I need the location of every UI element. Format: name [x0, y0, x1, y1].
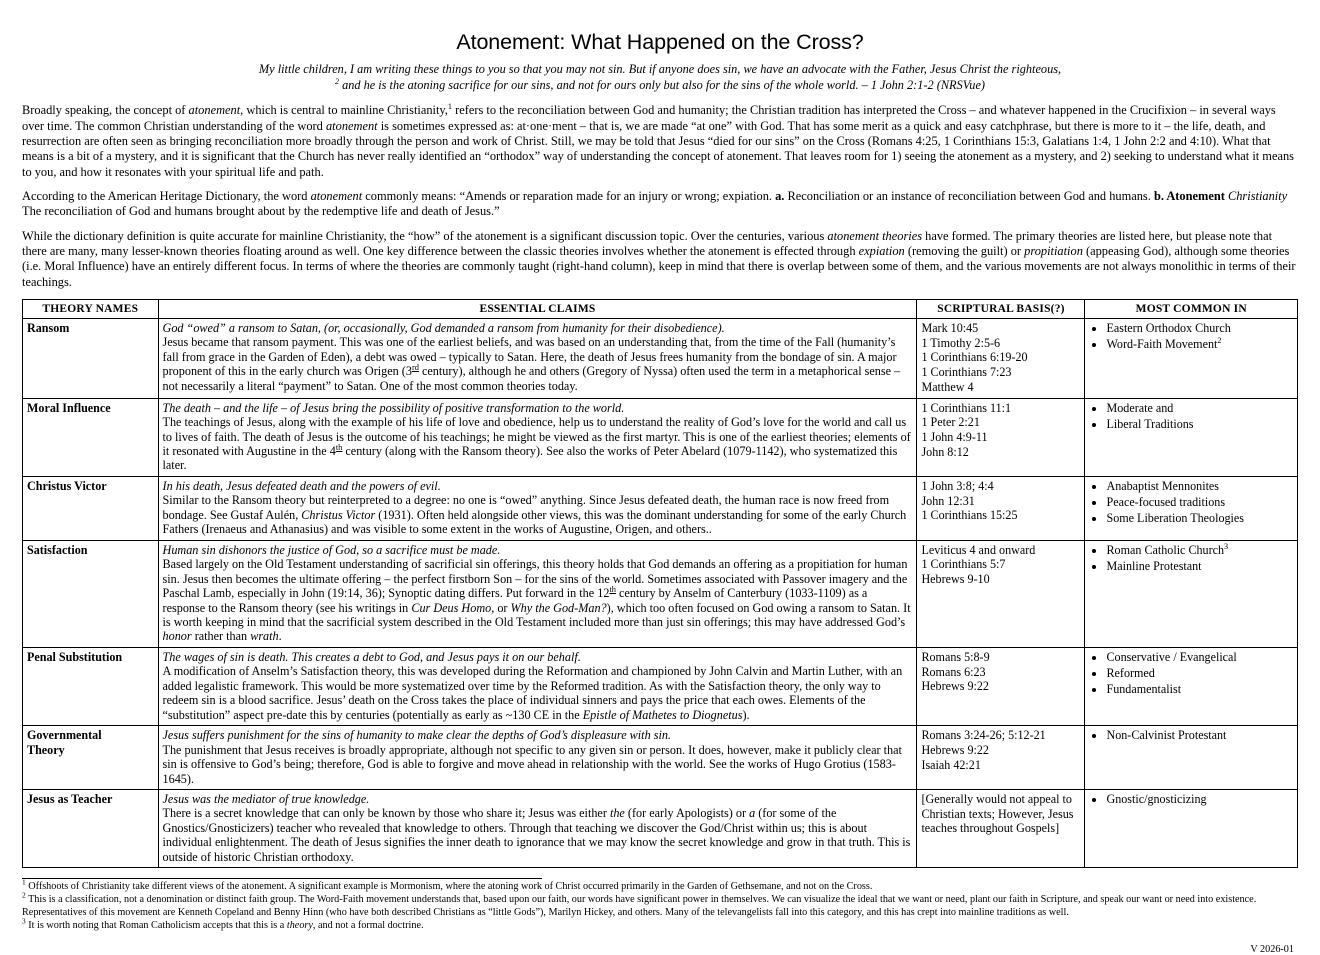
theory-name: Christus Victor — [23, 476, 159, 540]
essential-claims — [158, 789, 917, 867]
list-item: • Fundamentalist — [1106, 682, 1293, 697]
theory-name: Jesus as Teacher — [23, 789, 159, 867]
claim-lead: Jesus was the mediator of true knowledge. — [162, 791, 370, 806]
footnote-marker-3: 3 — [22, 916, 26, 926]
scripture-ref: 1 Corinthians 5:7 — [921, 557, 1006, 572]
list-item: • Liberal Traditions — [1106, 417, 1293, 432]
essential-claims — [158, 398, 917, 476]
epigraph-line-1: My little children, I am writing these things to you so that you may not sin. But if anyone does sin, we have an advocate with the Father, Jesus Christ the righteous, — [258, 62, 1062, 76]
scripture-ref: Hebrews 9:22 — [921, 679, 989, 694]
list-item: • Conservative / Evangelical — [1106, 650, 1293, 665]
most-common-in — [1085, 540, 1298, 647]
theory-name: Moral Influence — [23, 398, 159, 476]
most-common-in — [1085, 647, 1298, 725]
table-header-row — [23, 299, 1298, 318]
table-row — [23, 647, 1298, 725]
list-item: • Some Liberation Theologies — [1106, 511, 1293, 526]
claim-detail: The punishment that Jesus receives is broadly appropriate, although not specific to any given sin or person. It does, however, make it publicly clear that sin is offensive to God’s being; therefore, God is able to forgive and move ahead in relationship with the world. See the works of Hugo Grotius (1583-1645). — [162, 742, 902, 786]
footnote-2: $^2$ This is a classification, not a denomination or distinct faith group. The Word-Faith movement understands that, based upon our faith, our words have significant power in themselves. We can visualize the ideal that we want or need, plant our faith in Scripture, and speak our want or need into existence. Representatives of this movement are Kenneth Copeland and Benny Hinn (who have both described Christians as “little Gods”), Marilyn Hickey, and others. Many of the televangelists fall into this category, and this has crept into mainline traditions as well. — [22, 890, 1257, 919]
essential-claims — [158, 476, 917, 540]
claim-lead: The wages of sin is death. This creates a debt to God, and Jesus pays it on our behalf. — [162, 649, 581, 664]
scripture-ref: Leviticus 4 and onward — [921, 542, 1036, 557]
column-header-theory-names: THEORY NAMES — [23, 299, 159, 318]
scriptural-basis — [917, 398, 1085, 476]
claim-detail: There is a secret knowledge that can only be known by those who share it; Jesus was either the (for early Apologists) or a (for some of the Gnostics/Gnosticizers) teacher who revealed that knowledge to others. Through that teaching we discover the God/Christ within us; this is about individual enlightenment. The death of Jesus signifies the inner death to ignorance that we may know the secret knowledge and grow in that truth. This is outside of historic Christian orthodoxy. — [162, 806, 911, 864]
scripture-ref: Matthew 4 — [921, 379, 974, 394]
essential-claims — [158, 318, 917, 398]
scripture-ref: 1 Corinthians 7:23 — [921, 365, 1012, 380]
atonement-theories-table — [22, 299, 1298, 868]
column-header-scriptural-basis: SCRIPTURAL BASIS(?) — [917, 299, 1085, 318]
list-item: • Word-Faith Movement$^2$ — [1106, 337, 1293, 352]
most-common-in — [1085, 318, 1298, 398]
most-common-in — [1085, 726, 1298, 790]
table-row — [23, 726, 1298, 790]
epigraph-line-2: and he is the atoning sacrifice for our sins, and not for ours only but also for the sins of the whole world. – 1 John 2:1-2 (NRSVue) — [342, 78, 986, 93]
scriptural-basis — [917, 540, 1085, 647]
list-item: • Peace-focused traditions — [1106, 495, 1293, 510]
epigraph-verse-marker: 2 — [334, 77, 339, 87]
scripture-ref: Romans 6:23 — [921, 664, 986, 679]
most-common-in — [1085, 789, 1298, 867]
theory-name: Satisfaction — [23, 540, 159, 647]
list-item: • Eastern Orthodox Church — [1106, 321, 1293, 336]
footnotes-block — [22, 877, 1298, 933]
claim-detail: The teachings of Jesus, along with the example of his life of love and obedience, help us to understand the reality of God’s love for the world and call us to lives of faith. The death of Jesus is the outcome of his teachings; he might be viewed as the first martyr. This is one of the earliest theories; elements of it resonated with Augustine in the 4th century (along with the Ransom theory). See also the works of Peter Abelard (1079-1142), who systematized this later. — [162, 415, 911, 473]
theory-name: Penal Substitution — [23, 647, 159, 725]
scripture-ref: 1 John 4:9-11 — [921, 430, 988, 445]
version-label: V 2026-01 — [1250, 944, 1294, 955]
list-item: • Anabaptist Mennonites — [1106, 479, 1293, 494]
column-header-most-common-in: MOST COMMON IN — [1085, 299, 1298, 318]
scriptural-basis — [917, 726, 1085, 790]
scripture-ref: Hebrews 9-10 — [921, 572, 990, 587]
claim-lead: The death – and the life – of Jesus bring the possibility of positive transformation to the world. — [162, 400, 625, 415]
essential-claims — [158, 726, 917, 790]
claim-detail: Based largely on the Old Testament understanding of sacrificial sin offerings, this theory holds that God demands an offering as a propitiation for human sin. Jesus then becomes the ultimate offering – the perfect firstborn Son – for the sins of the world. Sometimes associated with Passover imagery and the Paschal Lamb, especially in John (19:14, 36); Synoptic dating differs. Put forward in the 12th century by Anselm of Canterbury (1033-1109) as a response to the Ransom theory (see his writings in Cur Deus Homo, or Why the God-Man?), which too often focused on God owing a ransom to Satan. It is worth keeping in mind that the sacrificial system described in the Old Testament included more than just sin offerings; this may have addressed God’s honor rather than wrath. — [162, 557, 911, 644]
scriptural-basis: [Generally would not appeal to Christian texts; However, Jesus teaches throughout Gospels] — [917, 789, 1085, 867]
scripture-ref: Isaiah 42:21 — [921, 757, 981, 772]
theory-name: Ransom — [23, 318, 159, 398]
scripture-ref: Romans 5:8-9 — [921, 649, 990, 664]
claim-lead: In his death, Jesus defeated death and the powers of evil. — [162, 478, 441, 493]
claim-detail: Similar to the Ransom theory but reinterpreted to a degree: no one is “owed” anything. Since Jesus defeated death, the human race is now freed from bondage. See Gustaf Aulén, Christus Victor (1931). Often held alongside other views, this was the dominant understanding for some of the early Church Fathers (Irenaeus and Athanasius) and was visible to some extent in the works of Augustine, Origen, and others.. — [162, 493, 907, 537]
scriptural-basis — [917, 647, 1085, 725]
list-item: • Non-Calvinist Protestant — [1106, 728, 1293, 743]
footnote-3: $^3$ It is worth noting that Roman Catholicism accepts that this is a theory, and not a formal doctrine. — [22, 916, 424, 932]
most-common-in — [1085, 398, 1298, 476]
claim-detail: A modification of Anselm’s Satisfaction theory, this was developed during the Reformation and championed by John Calvin and Martin Luther, with an added legalistic framework. This would be more systematized over time by the Reformed tradition. As with the Satisfaction theory, the only way to redeem sin is a blood sacrifice. Jesus’ death on the Cross takes the place of individual sinners and pays the price that each owes. Elements of the “substitution” aspect pre-date this by centuries (potentially as early as ~130 CE in the Epistle of Mathetes to Diognetus). — [162, 664, 903, 722]
footnote-1 — [22, 877, 1298, 894]
claim-lead: Jesus suffers punishment for the sins of humanity to make clear the depths of God’s displeasure with sin. — [162, 728, 671, 743]
table-row — [23, 789, 1298, 867]
table-row — [23, 540, 1298, 647]
claim-detail: Jesus became that ransom payment. This was one of the earliest beliefs, and was based on an understanding that, from the time of the Fall (humanity’s fall from grace in the Garden of Eden), a debt was owed – typically to Satan. Here, the death of Jesus frees humanity from the bondage of sin. A major proponent of this in the early church was Origen (3rd century), although he and others (Gregory of Nyssa) often used the term in a metaphorical sense – not necessarily a literal “payment” to Satan. One of the most common theories today. — [162, 335, 901, 393]
most-common-in — [1085, 476, 1298, 540]
intro-paragraph-1: Broadly speaking, the concept of atonement, which is central to mainline Christianity,$^1$ refers to the reconciliation between God and humanity; the Christian tradition has interpreted the Cross – and whatever happened in the Crucifixion – in several ways over time. The common Christian understanding of the word atonement is sometimes expressed as: at·one·ment – that is, we are made “at one” with God. That has some merit as a quick and easy catchphrase, but there is more to it – the life, death, and resurrection are often seen as bringing reconciliation more broadly through the person and work of Christ. Still, we may be told that Jesus “died for our sins” on the Cross (Romans 4:25, 1 Corinthians 15:3, Galatians 1:4, 1 John 2:2 and 4:10). What that means is a bit of a mystery, and it is significant that the Church has never really identified an “orthodox” way of understanding the concept of atonement. That leaves room for 1) seeing the atonement as a mystery, and 2) seeking to understand what it means to you, and how it resonates with your spiritual life and path. — [22, 102, 1294, 179]
scripture-ref: John 12:31 — [921, 493, 975, 508]
table-row — [23, 318, 1298, 398]
scripture-ref: 1 Peter 2:21 — [921, 415, 980, 430]
column-header-essential-claims: ESSENTIAL CLAIMS — [158, 299, 917, 318]
list-item: • Moderate and — [1106, 401, 1293, 416]
theory-name: Governmental Theory — [23, 726, 159, 790]
scripture-ref: Mark 10:45 — [921, 320, 979, 335]
scripture-ref: 1 John 3:8; 4:4 — [921, 478, 994, 493]
scripture-ref: 1 Timothy 2:5-6 — [921, 335, 1001, 350]
scriptural-basis — [917, 476, 1085, 540]
page-title: Atonement: What Happened on the Cross? — [456, 30, 864, 54]
scripture-ref: 1 Corinthians 15:25 — [921, 508, 1018, 523]
claim-lead: Human sin dishonors the justice of God, so a sacrifice must be made. — [162, 542, 501, 557]
list-item: • Roman Catholic Church$^3$ — [1106, 543, 1293, 558]
intro-paragraph-2: According to the American Heritage Dictionary, the word atonement commonly means: “Amends or reparation made for an injury or wrong; expiation. a. Reconciliation or an instance of reconciliation between God and humans. b. Atonement Christianity The reconciliation of God and humans brought about by the redemptive life and death of Jesus.” — [22, 189, 1288, 219]
list-item: • Gnostic/gnosticizing — [1106, 792, 1293, 807]
list-item: • Reformed — [1106, 666, 1293, 681]
scripture-ref: 1 Corinthians 6:19-20 — [921, 350, 1028, 365]
scriptural-basis — [917, 318, 1085, 398]
intro-paragraph-3: While the dictionary definition is quite accurate for mainline Christianity, the “how” of the atonement is a significant discussion topic. Over the centuries, various atonement theories have formed. The primary theories are listed here, but please note that there are many, many lesser-known theories floating around as well. One key difference between the classic theories involves whether the atonement is effected through expiation (removing the guilt) or propitiation (appeasing God), although some theories (i.e. Moral Influence) have an entirely different focus. In terms of where the theories are commonly taught (right-hand column), keep in mind that there is overlap between some of them, and the various movements are not always monolithic in terms of their teachings. — [22, 228, 1296, 289]
scripture-ref: Romans 3:24-26; 5:12-21 — [921, 728, 1046, 743]
scripture-ref: John 8:12 — [921, 444, 969, 459]
claim-lead: God “owed” a ransom to Satan, (or, occasionally, God demanded a ransom from humanity for their disobedience). — [162, 320, 725, 335]
table-row — [23, 398, 1298, 476]
table-row — [23, 476, 1298, 540]
scripture-ref: Hebrews 9:22 — [921, 742, 989, 757]
scripture-epigraph — [92, 61, 1228, 93]
footnote-marker-1: 1 — [22, 877, 26, 887]
scripture-ref: 1 Corinthians 11:1 — [921, 400, 1012, 415]
list-item: • Mainline Protestant — [1106, 559, 1293, 574]
footnote-marker-2: 2 — [22, 890, 26, 900]
essential-claims — [158, 647, 917, 725]
essential-claims — [158, 540, 917, 647]
footnote-text-1: Offshoots of Christianity take different views of the atonement. A significant example is Mormonism, where the atoning work of Christ occurred primarily in the Garden of Gethsemane, and not on the Cross. — [28, 881, 873, 893]
